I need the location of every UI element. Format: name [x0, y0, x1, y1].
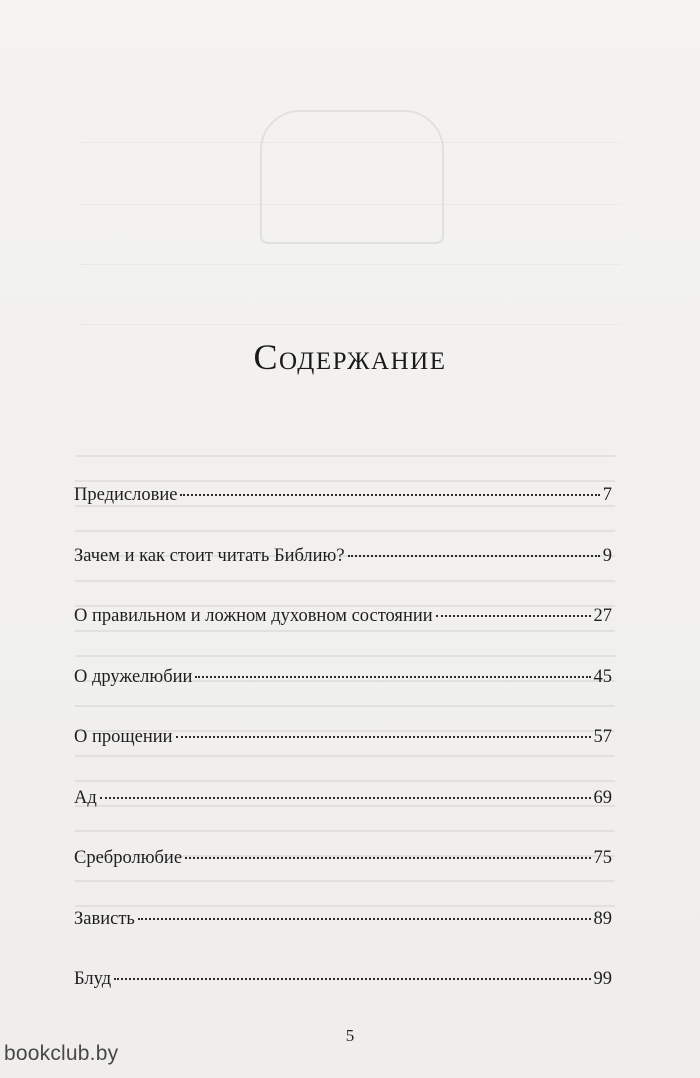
show-through-reverse-page	[70, 40, 630, 340]
toc-entry	[74, 845, 612, 906]
toc-entry	[74, 724, 612, 785]
dot-leader	[114, 978, 590, 980]
dot-leader	[176, 736, 591, 738]
toc-entry-page: 7	[602, 485, 612, 505]
toc-entry-page: 57	[593, 727, 612, 747]
dot-leader	[195, 676, 590, 678]
dot-leader	[436, 615, 591, 617]
show-through-line	[80, 250, 620, 265]
toc-entry-label: О правильном и ложном духовном состоянии	[74, 606, 433, 626]
table-of-contents	[74, 482, 612, 1027]
toc-entry-label: Предисловие	[74, 485, 178, 505]
toc-entry-label: Ад	[74, 787, 97, 808]
toc-entry-page: 45	[593, 666, 612, 687]
toc-entry	[74, 906, 612, 967]
toc-entry-label: Зачем и как стоит читать Библию?	[74, 545, 345, 566]
toc-entry-page: 27	[593, 606, 612, 626]
show-through-line	[80, 190, 620, 205]
toc-entry-label: О прощении	[74, 727, 173, 747]
show-through-line	[80, 128, 620, 143]
toc-entry	[74, 664, 612, 725]
show-through-line	[80, 310, 620, 325]
dot-leader	[348, 555, 600, 557]
toc-entry-label: Сребролюбие	[74, 848, 183, 868]
dot-leader	[138, 918, 591, 920]
page-number: 5	[345, 1026, 355, 1045]
toc-entry-page: 89	[593, 908, 612, 929]
toc-entry-label: Блуд	[74, 969, 112, 989]
page-title: Содержание	[253, 337, 447, 377]
toc-entry	[74, 543, 612, 604]
watermark: bookclub.by	[4, 1042, 119, 1065]
toc-entry-page: 99	[593, 969, 612, 989]
toc-entry-page: 75	[593, 848, 612, 868]
show-through-illustration	[260, 110, 444, 244]
toc-entry-label: Зависть	[74, 908, 135, 929]
toc-entry	[74, 482, 612, 543]
toc-entry	[74, 785, 612, 846]
dot-leader	[185, 857, 590, 859]
dot-leader	[100, 797, 591, 799]
toc-entry-page: 69	[593, 787, 612, 808]
toc-entry	[74, 966, 612, 1027]
toc-entry-page: 9	[602, 545, 612, 566]
toc-entry-label: О дружелюбии	[74, 666, 193, 687]
toc-entry	[74, 603, 612, 664]
dot-leader	[180, 494, 599, 496]
